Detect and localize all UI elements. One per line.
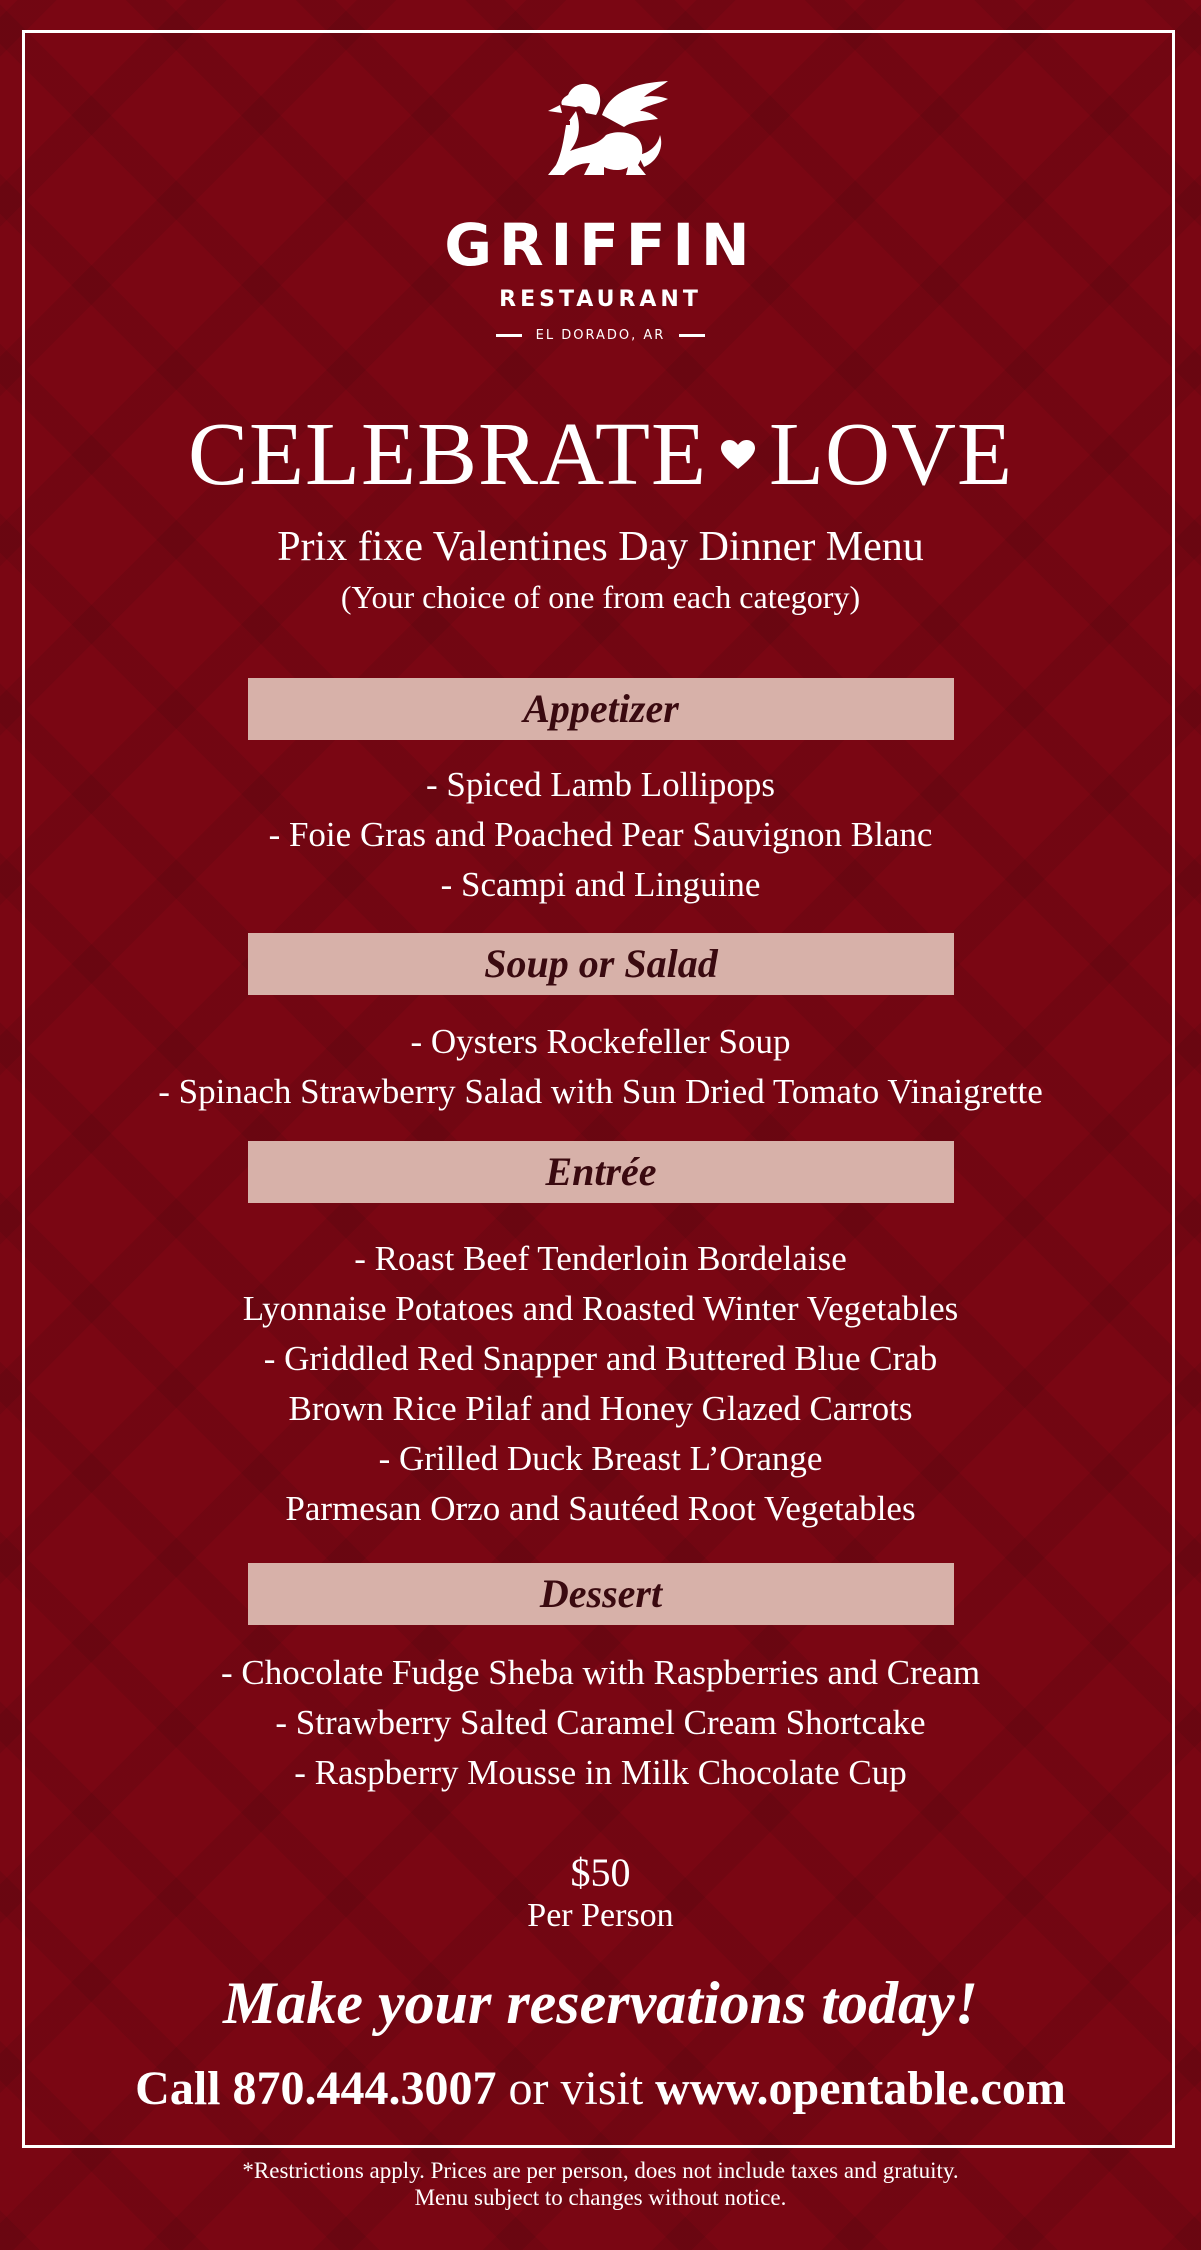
menu-item: - Grilled Duck Breast L’Orange xyxy=(378,1439,823,1478)
menu-item: - Raspberry Mousse in Milk Chocolate Cup xyxy=(294,1753,907,1792)
disclaimer-line-2: Menu subject to changes without notice. xyxy=(414,2185,787,2210)
brand-name: GRIFFIN xyxy=(444,211,757,279)
brand-location-row xyxy=(0,328,1201,343)
menu-item: Lyonnaise Potatoes and Roasted Winter Vegetables xyxy=(242,1289,959,1328)
headline-right: LOVE xyxy=(769,405,1013,504)
menu-item: - Scampi and Linguine xyxy=(440,865,761,904)
griffin-logo-icon xyxy=(540,75,675,185)
menu-item: Parmesan Orzo and Sautéed Root Vegetables xyxy=(285,1489,916,1528)
menu-subnote: (Your choice of one from each category) xyxy=(340,579,861,615)
disclaimer-line-1: *Restrictions apply. Prices are per person, does not include taxes and gratuity. xyxy=(242,2158,959,2183)
price: $50 xyxy=(570,1850,631,1895)
brand-location: EL DORADO, AR xyxy=(535,328,666,343)
menu-item: - Oysters Rockefeller Soup xyxy=(410,1022,791,1061)
headline-left: CELEBRATE xyxy=(188,405,708,504)
category-dessert: Dessert xyxy=(248,1563,954,1625)
category-entree: Entrée xyxy=(248,1141,954,1203)
menu-item: - Griddled Red Snapper and Buttered Blue Crab xyxy=(263,1339,938,1378)
menu-item: Brown Rice Pilaf and Honey Glazed Carrots xyxy=(288,1389,913,1428)
menu-item: - Foie Gras and Poached Pear Sauvignon Blanc xyxy=(268,815,933,854)
disclaimer xyxy=(0,2157,1201,2211)
call-prefix: Call xyxy=(135,2062,221,2115)
brand-subtitle: RESTAURANT xyxy=(499,287,702,312)
menu-item: - Chocolate Fudge Sheba with Raspberries and Cream xyxy=(220,1653,981,1692)
menu-item: - Roast Beef Tenderloin Bordelaise xyxy=(354,1239,847,1278)
location-rule-left xyxy=(496,334,522,337)
phone-number[interactable]: 870.444.3007 xyxy=(232,2062,497,2115)
menu-item: - Strawberry Salted Caramel Cream Shortcake xyxy=(275,1703,926,1742)
menu-subtitle: Prix fixe Valentines Day Dinner Menu xyxy=(277,524,924,570)
menu-item: - Spinach Strawberry Salad with Sun Dried Tomato Vinaigrette xyxy=(158,1072,1043,1111)
website-link[interactable]: www.opentable.com xyxy=(655,2062,1066,2115)
menu-item: - Spiced Lamb Lollipops xyxy=(426,765,775,804)
category-appetizer: Appetizer xyxy=(248,678,954,740)
price-unit: Per Person xyxy=(527,1897,674,1934)
contact-line xyxy=(0,2058,1201,2120)
headline xyxy=(0,405,1201,505)
location-rule-right xyxy=(679,334,705,337)
or-visit-text: or visit xyxy=(508,2062,644,2115)
category-soup-or-salad: Soup or Salad xyxy=(248,933,954,995)
reservation-cta: Make your reservations today! xyxy=(223,1970,978,2036)
heart-icon xyxy=(721,440,755,470)
